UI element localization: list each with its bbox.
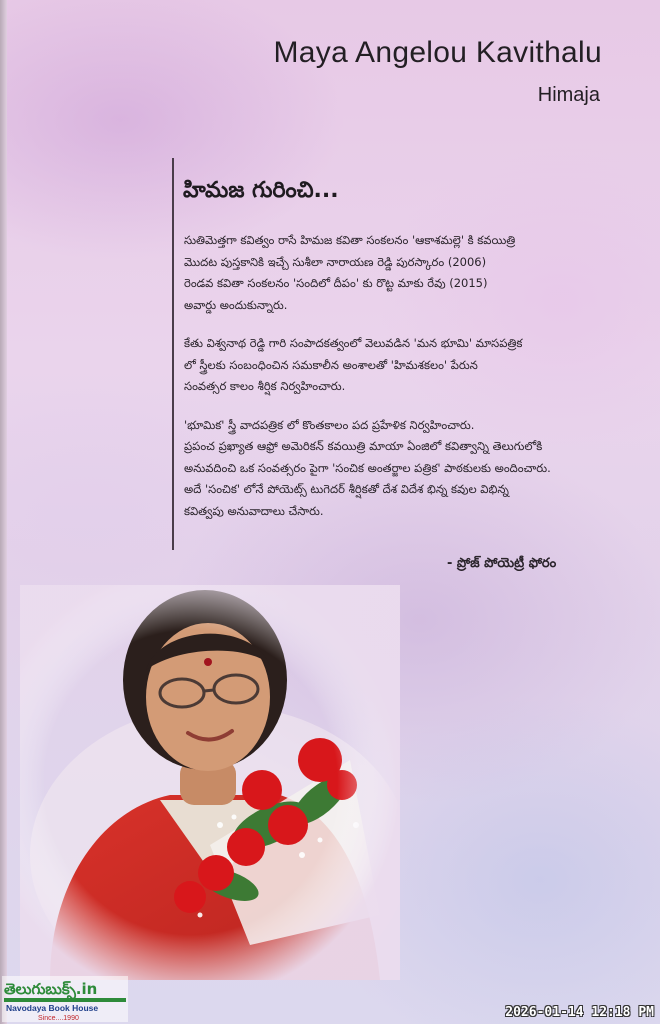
bio-paragraph [184, 415, 644, 523]
bio-credit: - ప్రోజ్ పోయెట్రీ ఫోరం [447, 556, 557, 571]
bio-line: లో స్త్రీలకు సంబంధించిన సమకాలీన అంశాలతో 'హిమశకలం' పేరున [184, 357, 478, 372]
vertical-divider [172, 158, 174, 550]
bio-line: అవార్డు అందుకున్నారు. [184, 297, 288, 312]
scan-timestamp: 2026-01-14 12:18 PM [505, 1005, 654, 1020]
telugubooks-logo [2, 976, 128, 1022]
bio-line: అదే 'సంచిక' లోనే పోయెట్స్ టుగెదర్ శీర్షికతో దేశ విదేశ భిన్న కవుల విభిన్న [184, 482, 509, 496]
book-title: Maya Angelou Kavithalu [273, 36, 602, 69]
logo-since-text: Since....1990 [38, 1015, 79, 1022]
bio-paragraph [184, 230, 644, 316]
cover-spine-edge [0, 0, 7, 1024]
bio-line: కవిత్వపు అనువాదాలు చేసారు. [184, 503, 324, 518]
bio-paragraph [184, 333, 644, 398]
bio-line: సంవత్సర కాలం శీర్షిక నిర్వహించారు. [184, 379, 346, 393]
about-author-heading: హిమజ గురించి... [183, 178, 339, 203]
logo-publisher-text: Navodaya Book House [6, 1003, 99, 1013]
bio-line: ప్రపంచ ప్రఖ్యాత ఆఫ్రో అమెరికన్ కవయిత్రి మాయా ఏంజిలో కవిత్వాన్ని తెలుగులోకి [184, 439, 543, 453]
bio-line: మొదట పుస్తకానికి ఇచ్చే సుశీలా నారాయణ రెడ్డి పురస్కారం (2006) [184, 254, 487, 269]
bio-line: సుతిమెత్తగా కవిత్వం రాసే హిమజ కవితా సంకలనం 'ఆకాశమల్లె' కి కవయిత్రి [184, 233, 516, 247]
bio-line: అనువదించి ఒక సంవత్సరం పైగా 'సంచిక అంతర్జాల పత్రిక' పాఠకులకు అందించారు. [184, 460, 551, 475]
author-photo [20, 585, 400, 980]
author-name: Himaja [537, 84, 600, 106]
author-bio [184, 230, 644, 539]
bio-line: 'భూమిక' స్త్రీ వాదపత్రిక లో కొంతకాలం పద ప్రహేళిక నిర్వహించారు. [184, 417, 475, 432]
bio-line: రెండవ కవితా సంకలనం 'సందిలో దీపం' కు రొట్ట మాకు రేవు (2015) [184, 276, 488, 290]
logo-brand-text: తెలుగుబుక్స్.in [4, 980, 98, 998]
bio-line: కేతు విశ్వనాథ రెడ్డి గారి సంపాదకత్వంలో వెలువడిన 'మన భూమి' మాసపత్రిక [184, 336, 523, 350]
